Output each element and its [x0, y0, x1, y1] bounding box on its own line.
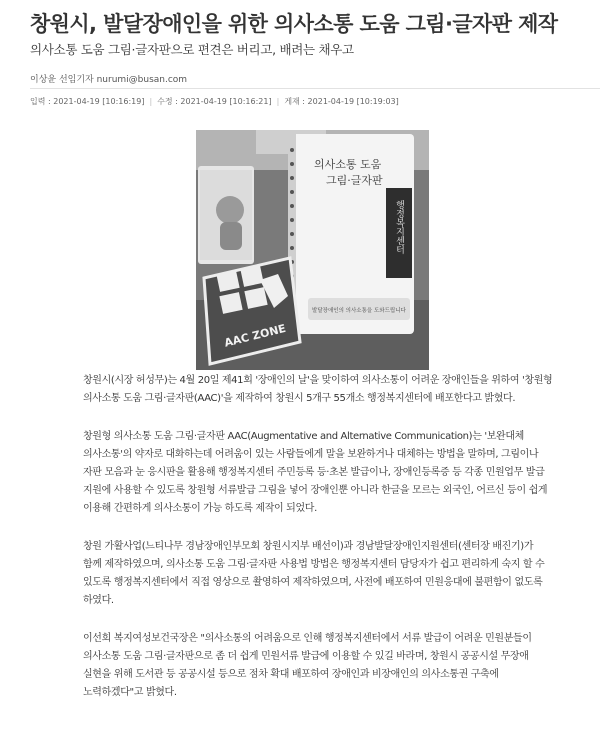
- book-footer: 발달장애인의 의사소통을 도와드립니다: [312, 308, 406, 314]
- date-separator: |: [276, 97, 280, 106]
- date-modified: 수정 : 2021-04-19 [10:16:21]: [157, 97, 272, 106]
- article-paragraph: 창원시(시장 허성무)는 4월 20일 제41회 '장애인의 날'을 맞이하여 의사소통이 어려운 장애인들을 위하여 '창원형 의사소통 도움 그림·글자판(AAC)'을 제작하여 창원시 5개구 55개소 행정복지센터에 배포한다고 밝혔다.: [83, 375, 553, 404]
- aac-sign-label: AAC ZONE: [222, 321, 288, 350]
- date-input: 입력 : 2021-04-19 [10:16:19]: [30, 97, 145, 106]
- article-byline[interactable]: 이상윤 선임기자 nurumi@busan.com: [30, 75, 188, 85]
- date-published: 게재 : 2021-04-19 [10:19:03]: [284, 97, 399, 106]
- article-paragraph: 이선희 복지여성보건국장은 "의사소통의 어려움으로 인해 행정복지센터에서 서류 발급이 어려운 민원분들이 의사소통 도움 그림·글자판으로 좀 더 쉽게 민원서류 발급에 이용할 수 있길 바라며, 창원시 공공시설 무장애 실현을 위해 도서관 등 공공시설 등으로 점차 확대 배포하여 장애인과 비장애인의 의사소통권 구축에 노력하겠다"고 밝혔다.: [83, 633, 532, 698]
- book-title-line1: 의사소통 도움: [314, 158, 382, 171]
- article-paragraph: 창원 가활사업(느티나무 경남장애인부모회 창원시지부 배선이)과 경남발달장애인지원센터(센터장 배진기)가 함께 제작하였으며, 의사소통 도움 그림·글자판 사용법 방법은 행정복지센터 담당자가 쉽고 편리하게 숙지 할 수 있도록 행정복지센터에서 직접 영상으로 촬영하여 제작하였으며, 사전에 배포하여 민원응대에 불편함이 없도록 하였다.: [83, 541, 545, 606]
- article-headline: 창원시, 발달장애인을 위한 의사소통 도움 그림·글자판 제작: [30, 12, 558, 36]
- article-paragraph: 창원형 의사소통 도움 그림·글자판 AAC(Augmentative and Alternative Communication)는 '보완대체 의사소통'의 약자로 대화하는데 어려움이 있는 사람들에게 말을 보완하거나 대체하는 방법을 말하며, 그림이나 자판 모음과 눈 응시판을 활용해 행정복지센터 주민등록 등·초본 발급이나, 장애인등록증 등 각종 민원업무 발급 지원에 사용할 수 있도록 창원형 서류발급 그림을 넣어 장애인뿐 아니라 한글을 모르는 외국인, 어르신 등이 쉽게 이용해 간편하게 의사소통이 가능 하도록 제작이 되었다.: [83, 431, 548, 514]
- book-title-line2: 그림·글자판: [326, 174, 383, 187]
- article-photo: [196, 130, 429, 370]
- article-photo-illustration: [196, 130, 429, 370]
- date-separator: |: [149, 97, 153, 106]
- article-subheadline: 의사소통 도움 그림·글자판으로 편견은 버리고, 배려는 채우고: [30, 42, 354, 57]
- article-dates: [30, 96, 399, 107]
- book-side-label: 행정복지센터: [394, 200, 404, 254]
- article-body: [83, 372, 553, 722]
- header-divider: [30, 88, 600, 89]
